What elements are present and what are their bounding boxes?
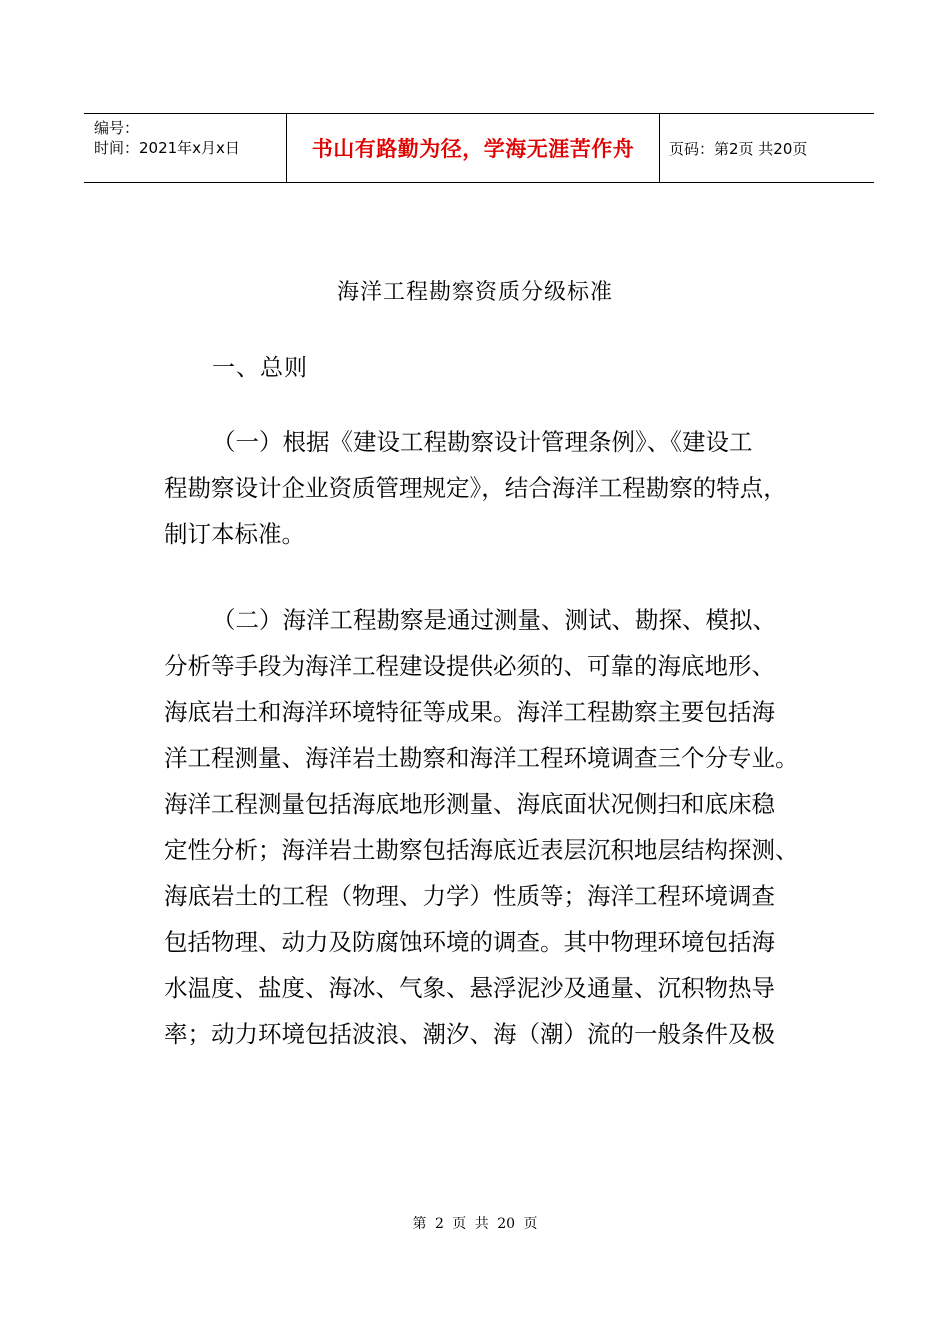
header-meta-cell [84, 114, 286, 182]
number-label: 编号： [94, 119, 140, 137]
paragraph-line: 率；动力环境包括波浪、潮汐、海（潮）流的一般条件及极 [164, 1020, 775, 1048]
paragraph-line: 洋工程测量、海洋岩土勘察和海洋工程环境调查三个分专业。 [164, 744, 799, 772]
header-table [84, 113, 874, 183]
paragraph-line: 定性分析；海洋岩土勘察包括海底近表层沉积地层结构探测、 [164, 836, 799, 864]
section-heading: 一、总则 [212, 355, 308, 381]
paragraph-line: （一）根据《建设工程勘察设计管理条例》、《建设工 [212, 428, 753, 456]
paragraph-line: 制订本标准。 [164, 520, 305, 548]
time-label: 时间：2021年x月x日 [94, 139, 240, 157]
paragraph-line: 海底岩土的工程（物理、力学）性质等；海洋工程环境调查 [164, 882, 775, 910]
page-info: 页码：第2页 共20页 [669, 139, 808, 158]
paragraph-line: 海底岩土和海洋环境特征等成果。海洋工程勘察主要包括海 [164, 698, 775, 726]
paragraph-line: 程勘察设计企业资质管理规定》，结合海洋工程勘察的特点， [164, 474, 787, 502]
paragraph-2 [164, 597, 804, 1057]
paragraph-line: 水温度、盐度、海冰、气象、悬浮泥沙及通量、沉积物热导 [164, 974, 775, 1002]
paragraph-line: 分析等手段为海洋工程建设提供必须的、可靠的海底地形、 [164, 652, 775, 680]
motto-text: 书山有路勤为径，学海无涯苦作舟 [311, 137, 635, 161]
paragraph-1 [164, 419, 804, 557]
header-page-cell [660, 114, 874, 182]
document-title: 海洋工程勘察资质分级标准 [336, 280, 613, 305]
page-footer: 第 2 页 共 20 页 [412, 1216, 538, 1232]
paragraph-line: 包括物理、动力及防腐蚀环境的调查。其中物理环境包括海 [164, 928, 775, 956]
paragraph-line: （二）海洋工程勘察是通过测量、测试、勘探、模拟、 [212, 606, 776, 634]
header-motto-cell [286, 114, 660, 182]
paragraph-line: 海洋工程测量包括海底地形测量、海底面状况侧扫和底床稳 [164, 790, 775, 818]
